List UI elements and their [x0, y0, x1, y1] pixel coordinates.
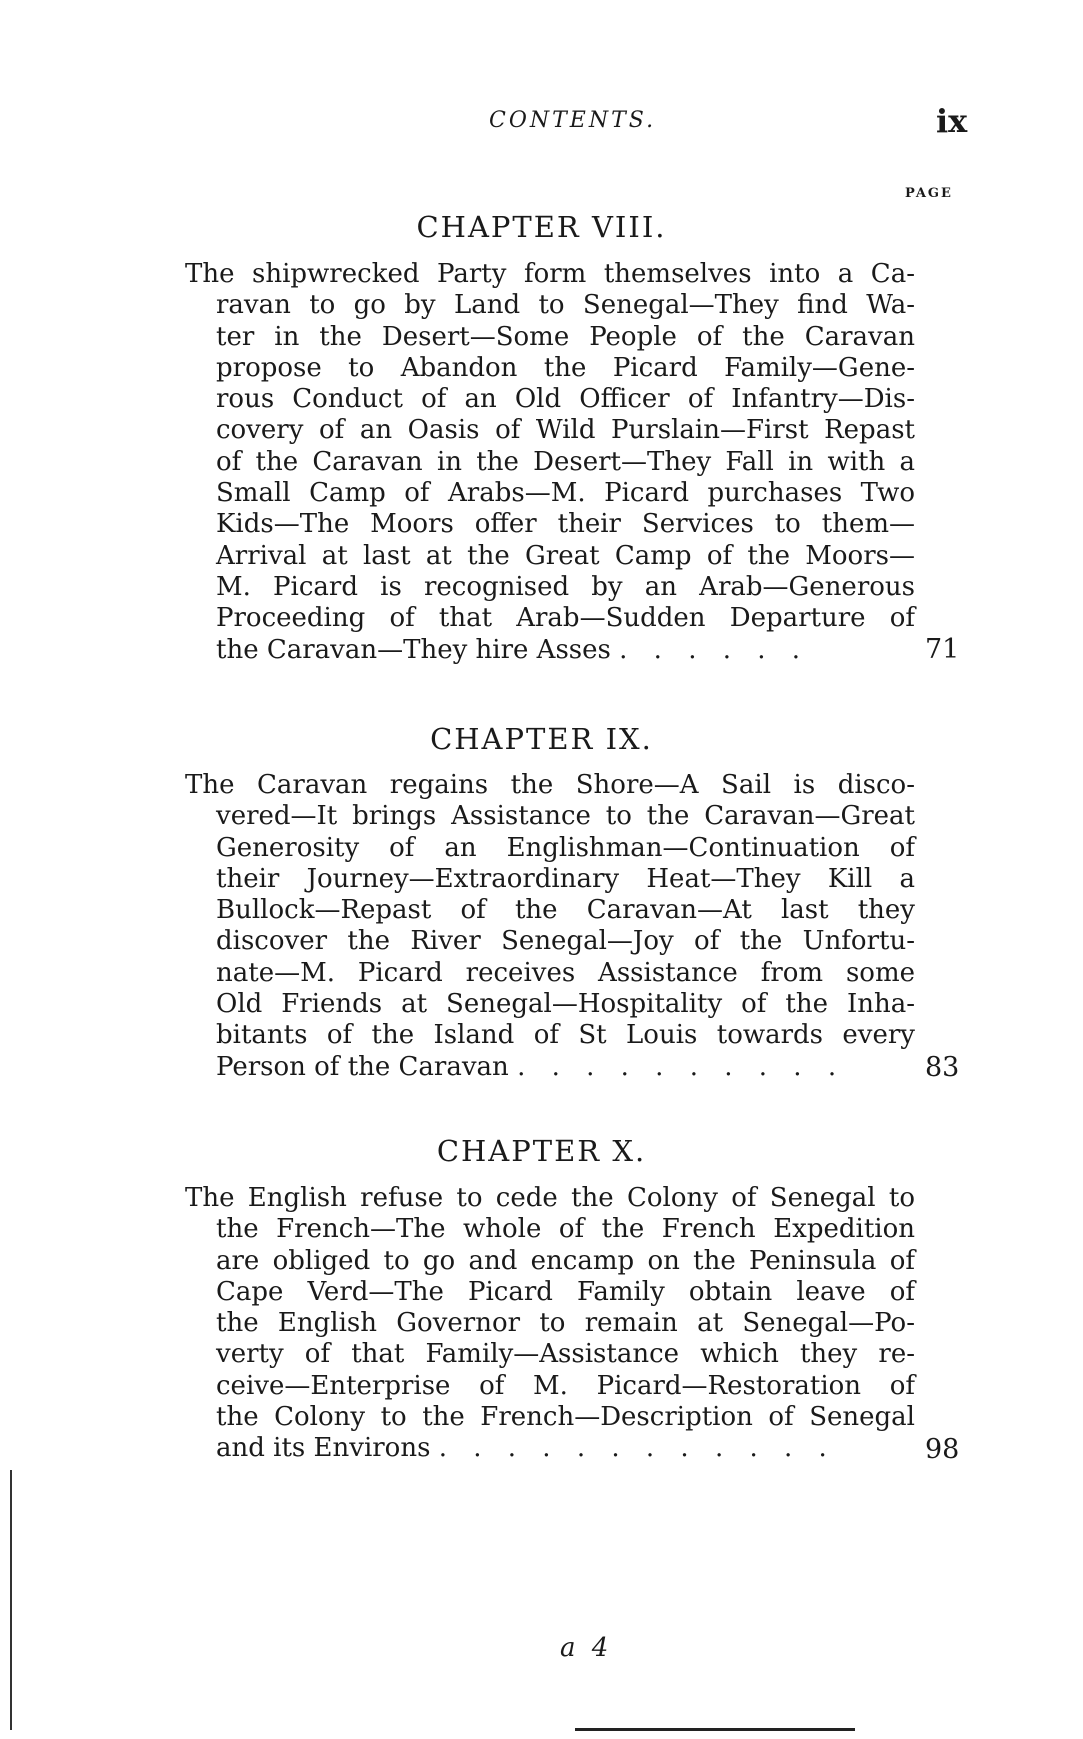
synopsis-line: the French—The whole of the French Expedition	[216, 1214, 915, 1245]
signature-mark: a 4	[560, 1633, 613, 1663]
synopsis-line: the Colony to the French—Description of Senegal	[216, 1402, 915, 1433]
margin-rule	[10, 1470, 12, 1730]
running-head-title: CONTENTS.	[489, 108, 657, 133]
page-folio: ix	[936, 102, 968, 140]
synopsis-line: The shipwrecked Party form themselves into a Ca-	[185, 259, 915, 289]
synopsis-line: bitants of the Island of St Louis towards every	[216, 1020, 915, 1051]
synopsis-line-text: and its Environs	[216, 1433, 431, 1464]
synopsis-line: Bullock—Repast of the Caravan—At last they	[216, 895, 915, 926]
synopsis-last-line	[185, 1052, 915, 1083]
synopsis-line: ter in the Desert—Some People of the Caravan	[216, 321, 915, 352]
synopsis-line: ceive—Enterprise of M. Picard—Restoration of	[216, 1370, 915, 1401]
dot-leader: . . . . . . . . . .	[517, 1051, 846, 1082]
synopsis-line: vered—It brings Assistance to the Caravan—Great	[216, 801, 915, 832]
synopsis-line: verty of that Family—Assistance which they re-	[216, 1339, 915, 1370]
running-head	[0, 102, 1083, 148]
synopsis-line: Old Friends at Senegal—Hospitality of the Inha-	[216, 989, 915, 1020]
synopsis-line: Proceeding of that Arab—Sudden Departure of	[216, 603, 915, 634]
synopsis-line: covery of an Oasis of Wild Purslain—First Repast	[216, 415, 915, 446]
chapter-synopsis	[185, 770, 915, 1083]
chapter-synopsis	[185, 1183, 915, 1465]
synopsis-last-line	[185, 635, 915, 666]
synopsis-line: Generosity of an Englishman—Continuation of	[216, 832, 915, 863]
dot-leader: . . . . . . . . . . . .	[438, 1433, 836, 1464]
page-number: 98	[925, 1434, 960, 1465]
synopsis-line: Arrival at last at the Great Camp of the Moors—	[216, 540, 915, 571]
synopsis-line: are obliged to go and encamp on the Peninsula of	[216, 1245, 915, 1276]
synopsis-line: rous Conduct of an Old Officer of Infantry—Dis-	[216, 384, 915, 415]
dot-leader: . . . . . .	[619, 634, 810, 665]
chapter-heading: CHAPTER X.	[436, 1134, 647, 1168]
synopsis-line: their Journey—Extraordinary Heat—They Kill a	[216, 863, 915, 894]
synopsis-line: The English refuse to cede the Colony of Senegal to	[185, 1183, 915, 1213]
page-number: 83	[925, 1052, 960, 1083]
synopsis-line: ravan to go by Land to Senegal—They find Wa-	[216, 290, 915, 321]
foot-rule	[575, 1728, 855, 1731]
synopsis-line: propose to Abandon the Picard Family—Gene-	[216, 352, 915, 383]
synopsis-line-text: Person of the Caravan	[216, 1051, 509, 1082]
synopsis-last-line	[185, 1433, 915, 1464]
synopsis-line: The Caravan regains the Shore—A Sail is disco-	[185, 770, 915, 800]
chapter-synopsis	[185, 259, 915, 666]
page-number: 71	[925, 634, 960, 665]
synopsis-line: discover the River Senegal—Joy of the Unfortu-	[216, 926, 915, 957]
synopsis-line: Small Camp of Arabs—M. Picard purchases Two	[216, 478, 915, 509]
chapter-heading: CHAPTER IX.	[430, 722, 653, 756]
synopsis-line: Kids—The Moors offer their Services to them—	[216, 509, 915, 540]
synopsis-line: the English Governor to remain at Senegal—Po-	[216, 1308, 915, 1339]
page-column-label: PAGE	[905, 186, 953, 201]
synopsis-line-text: the Caravan—They hire Asses	[216, 634, 611, 665]
synopsis-line: nate—M. Picard receives Assistance from some	[216, 957, 915, 988]
synopsis-line: M. Picard is recognised by an Arab—Generous	[216, 571, 915, 602]
synopsis-line: of the Caravan in the Desert—They Fall in with a	[216, 446, 915, 477]
synopsis-line: Cape Verd—The Picard Family obtain leave of	[216, 1276, 915, 1307]
chapter-heading: CHAPTER VIII.	[416, 210, 667, 244]
